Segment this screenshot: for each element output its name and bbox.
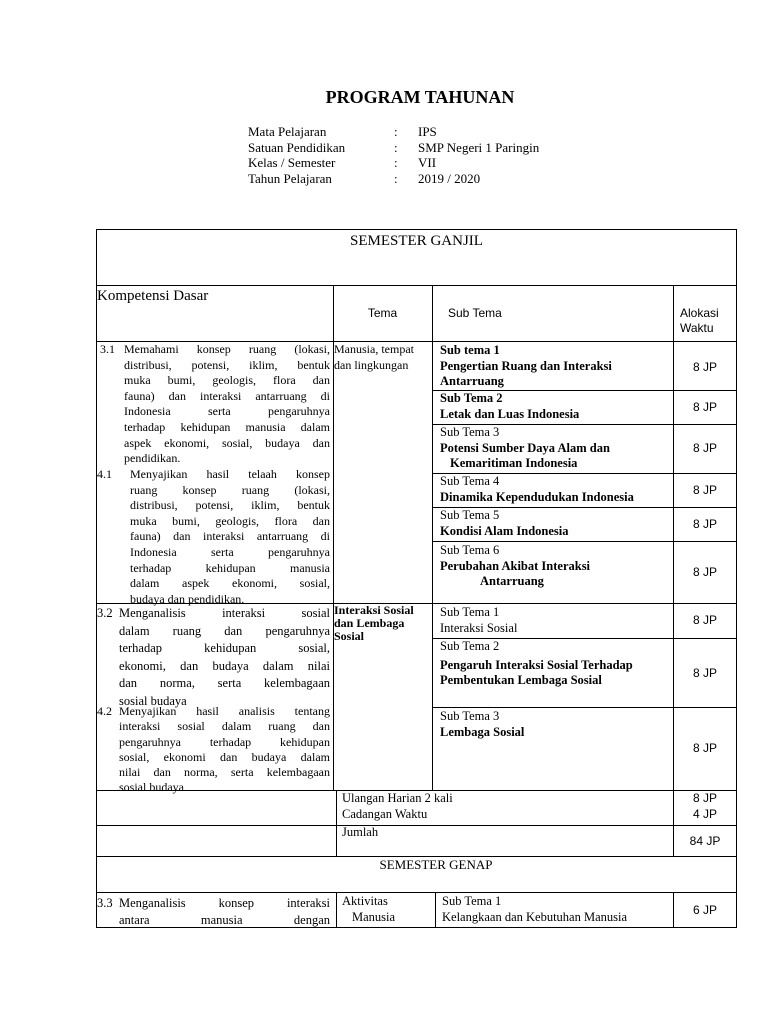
jumlah-label: Jumlah: [342, 825, 379, 839]
subtema-head: Sub Tema 3: [440, 425, 500, 439]
subtema-head: Sub Tema 2: [440, 391, 503, 405]
kd-line: ekonomi, dan budaya dalam nilai: [119, 658, 330, 673]
col-divider: [435, 892, 436, 928]
info-separator: :: [394, 155, 398, 170]
subtema-body: Antarruang: [440, 374, 504, 389]
tema-line: dan lingkungan: [334, 357, 409, 372]
subtema-body: Perubahan Akibat Interaksi: [440, 558, 591, 573]
header-waktu-line: Waktu: [680, 321, 714, 335]
tema-line: Manusia, tempat: [334, 342, 414, 356]
subtema-body: Dinamika Kependudukan Indonesia: [440, 489, 634, 504]
info-label: Satuan Pendidikan: [248, 139, 346, 155]
subtema-body: Potensi Sumber Daya Alam dan: [440, 440, 610, 455]
jumlah-jp: 84 JP: [689, 834, 721, 848]
subtema-body: Pengaruh Interaksi Sosial Terhadap: [440, 657, 633, 672]
kd-line: terhadap kehidupan manusia dalam: [124, 419, 330, 434]
subrow-divider: [432, 541, 737, 542]
kd-line: Memahami konsep ruang (lokasi,: [124, 342, 330, 356]
kd-line: antara manusia dengan: [119, 913, 330, 927]
jp-value: 8 JP: [692, 565, 717, 579]
jp-value: 8 JP: [692, 741, 717, 755]
kd-line: dalam ruang dan pengaruhnya: [119, 623, 330, 638]
kd-line: sosial budaya: [119, 693, 187, 708]
kd-line: sosial budaya: [119, 780, 184, 795]
subtema-head: Sub Tema 1: [440, 605, 500, 619]
jp-value: 8 JP: [692, 666, 717, 680]
tema-3: [342, 894, 395, 925]
info-value: 2019 / 2020: [418, 170, 481, 186]
kd-line: Menganalisis konsep interaksi: [119, 896, 330, 910]
cadangan-label: Cadangan Waktu: [342, 806, 428, 821]
kd-line: interaksi sosial dalam ruang dan: [119, 719, 330, 734]
subtema-head: Sub Tema 1: [442, 894, 502, 908]
info-separator: :: [394, 170, 398, 186]
subtema-head: Sub Tema 5: [440, 508, 500, 522]
info-value: SMP Negeri 1 Paringin: [418, 139, 540, 155]
info-value: IPS: [418, 124, 437, 139]
subtema-body: Antarruang: [480, 574, 544, 589]
subtema-cell: [440, 343, 612, 390]
subtema-body: Letak dan Luas Indonesia: [440, 406, 580, 421]
row-divider: [96, 825, 737, 826]
kd-number: 3.2: [97, 606, 113, 620]
subtema-cell: [442, 894, 627, 925]
kd-line: Menganalisis interaksi sosial: [119, 606, 330, 620]
jp-value: 6 JP: [692, 903, 717, 917]
kd-line: terhadap kehidupan sosial,: [119, 641, 330, 655]
subtema-body: Pengertian Ruang dan Interaksi: [440, 358, 612, 373]
info-label: Mata Pelajaran: [248, 124, 327, 139]
jp-value: 8 JP: [692, 441, 717, 455]
kd-line: Indonesia serta pengaruhnya: [130, 544, 330, 559]
jp-value: 8 JP: [692, 791, 717, 805]
subtema-cell: [440, 425, 610, 472]
jp-value: 8 JP: [692, 613, 717, 627]
kd-line: terhadap kehidupan manusia: [130, 560, 330, 575]
semester-ganjil-heading: SEMESTER GANJIL: [350, 233, 483, 249]
kd-line: Menyajikan hasil telaah konsep: [130, 467, 330, 481]
kd-line: distribusi, potensi, iklim, bentuk: [130, 498, 330, 513]
jp-value: 8 JP: [692, 483, 717, 497]
kd-line: muka bumi, geologis, flora dan: [130, 513, 330, 528]
kd-line: aspek ekonomi, sosial, budaya dan: [124, 435, 330, 450]
kd-line: Indonesia serta pengaruhnya: [124, 404, 330, 419]
ulangan-jp: [673, 791, 737, 822]
jp-value: 4 JP: [692, 806, 717, 821]
header-tema: Tema: [367, 306, 398, 320]
tema-line: dan Lembaga: [334, 616, 405, 630]
jp-value: 8 JP: [692, 517, 717, 531]
subtema-head: Sub Tema 4: [440, 474, 500, 488]
kd-line: fauna) dan interaksi antarruang di: [124, 388, 330, 403]
info-separator: :: [394, 139, 398, 155]
tema-line: Sosial: [334, 629, 365, 643]
kd-text-4-1: [130, 467, 330, 607]
kd-number: 3.3: [97, 896, 113, 910]
kd-line: budaya dan pendidikan.: [130, 591, 245, 606]
kd-line: dalam aspek ekonomi, sosial,: [130, 576, 330, 591]
header-alokasi-waktu: [680, 306, 719, 336]
subtema-cell: [440, 639, 633, 689]
subrow-divider: [432, 707, 737, 708]
ulangan-cell: [342, 791, 453, 822]
subtema-cell: [440, 508, 569, 539]
tema-line: Manusia: [352, 909, 396, 924]
subtema-body: Kemaritiman Indonesia: [450, 456, 578, 471]
header-sub-tema: Sub Tema: [448, 306, 502, 320]
subtema-cell: [440, 474, 634, 505]
subtema-cell: [440, 605, 517, 636]
kd-text-4-2: [119, 704, 330, 796]
kd-text-3-3: [119, 895, 330, 929]
jp-value: 8 JP: [692, 400, 717, 414]
jp-value: 8 JP: [692, 360, 717, 374]
row-divider: [96, 285, 737, 286]
col-divider: [336, 892, 337, 928]
kd-text-3-2: [119, 605, 330, 710]
tema-2: [334, 604, 414, 643]
tema-line: Aktivitas: [342, 894, 388, 908]
subtema-body: Lembaga Sosial: [440, 724, 525, 739]
kd-text-3-1: [124, 342, 330, 467]
header-kompetensi-dasar: Kompetensi Dasar: [97, 288, 209, 304]
subtema-cell: [440, 709, 524, 740]
kd-line: nilai dan norma, serta kelembagaan: [119, 765, 330, 780]
tema-1: [334, 342, 414, 373]
subtema-head: Sub Tema 2: [440, 639, 500, 653]
subtema-head: Sub Tema 3: [440, 709, 500, 723]
subtema-cell: [440, 543, 590, 590]
col-divider: [432, 285, 433, 790]
kd-line: pengaruhnya terhadap kehidupan: [119, 734, 330, 749]
subtema-cell: [440, 391, 579, 422]
subtema-body: Kelangkaan dan Kebutuhan Manusia: [442, 909, 628, 924]
kd-line: dan norma, serta kelembagaan: [119, 676, 330, 690]
kd-number: 4.2: [97, 704, 112, 718]
kd-line: distribusi, potensi, iklim, bentuk: [124, 357, 330, 372]
subtema-head: Sub tema 1: [440, 343, 500, 357]
kd-line: sosial, ekonomi dan budaya dalam: [119, 749, 330, 764]
info-value: VII: [418, 155, 437, 170]
kd-number: 3.1: [100, 342, 115, 356]
info-separator: :: [394, 124, 398, 139]
semester-genap-heading: SEMESTER GENAP: [379, 857, 493, 872]
kd-line: muka bumi, geologis, flora dan: [124, 373, 330, 388]
info-label: Kelas / Semester: [248, 155, 336, 170]
kd-line: fauna) dan interaksi antarruang di: [130, 529, 330, 544]
ulangan-label: Ulangan Harian 2 kali: [342, 791, 453, 805]
page-title: PROGRAM TAHUNAN: [325, 87, 515, 107]
info-label: Tahun Pelajaran: [248, 170, 332, 186]
kd-line: pendidikan.: [124, 451, 181, 466]
kd-number: 4.1: [97, 467, 112, 481]
row-divider: [96, 892, 737, 893]
header-alokasi-line: Alokasi: [680, 306, 719, 320]
kd-line: Menyajikan hasil analisis tentang: [119, 704, 330, 718]
subtema-body: Pembentukan Lembaga Sosial: [440, 673, 602, 688]
subtema-body: Interaksi Sosial: [440, 620, 518, 635]
subtema-body: Kondisi Alam Indonesia: [440, 523, 569, 538]
kd-line: ruang konsep ruang (lokasi,: [130, 482, 330, 497]
subtema-head: Sub Tema 6: [440, 543, 500, 557]
tema-line: Interaksi Sosial: [334, 603, 414, 617]
col-divider: [336, 790, 337, 856]
